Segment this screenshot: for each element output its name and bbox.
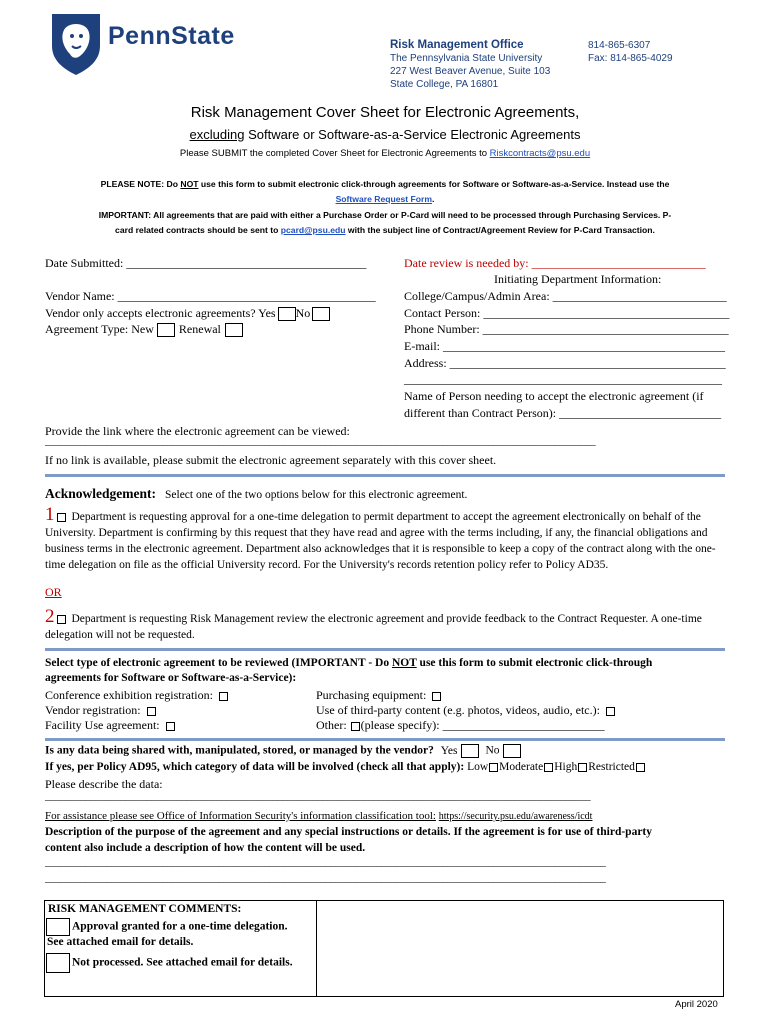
facility-checkbox[interactable] [166, 722, 175, 731]
data-moderate-checkbox[interactable] [544, 763, 553, 772]
riskcontracts-email-link[interactable]: Riskcontracts@psu.edu [489, 148, 591, 159]
note-not: NOT [180, 179, 199, 189]
conference-label: Conference exhibition registration: [45, 688, 213, 702]
note-prefix: PLEASE NOTE: Do [100, 179, 181, 189]
option-vendor-registration [45, 703, 158, 718]
or-separator: OR [45, 585, 62, 599]
option-2-text: Department is requesting Risk Management review the electronic agreement and provide feedback to the Contract Requester. A one-time delegation will not be requested. [45, 613, 702, 641]
acknowledgement-heading: Acknowledgement: [45, 486, 156, 501]
agreement-type-heading-2: agreements for Software or Software-as-a-Service): [45, 672, 297, 684]
risk-comments-heading: RISK MANAGEMENT COMMENTS: [48, 903, 242, 915]
psu-logo [50, 12, 250, 78]
office-address-2: 227 West Beaver Avenue, Suite 103 [390, 66, 551, 77]
section-divider-1 [45, 474, 725, 477]
approval-label: Approval granted for a one-time delegation. [72, 920, 288, 933]
data-shared-no-checkbox[interactable] [503, 744, 521, 758]
software-request-form-link[interactable]: Software Request Form [335, 194, 433, 204]
data-shared-row [45, 744, 521, 758]
purpose-field-line-1[interactable]: ______________________________________________________________________________________________________________ [45, 857, 606, 868]
date-review-field[interactable]: Date review is needed by: _____________________________ [404, 256, 706, 270]
other-checkbox[interactable] [351, 722, 360, 731]
facility-label: Facility Use agreement: [45, 718, 160, 732]
date-submitted-field[interactable]: Date Submitted: ________________________________________ [45, 256, 367, 270]
agreement-type-row [45, 322, 243, 337]
subtitle-rest: Software or Software-as-a-Service Electronic Agreements [244, 127, 581, 142]
purpose-line-2: content also include a description of how the content will be used. [45, 842, 366, 854]
data-high-label: High [554, 761, 578, 773]
agreement-heading-prefix: Select type of electronic agreement to be reviewed (IMPORTANT - Do [45, 657, 392, 669]
option-conference [45, 688, 230, 703]
agreement-renewal-checkbox[interactable] [225, 323, 243, 337]
page-subtitle [0, 127, 770, 142]
vendor-registration-label: Vendor registration: [45, 703, 141, 717]
option-2-number: 2 [45, 606, 55, 627]
name-person-field[interactable]: different than Contract Person): ___________________________ [404, 406, 722, 420]
option-2-checkbox[interactable] [57, 615, 66, 624]
section-divider-2 [45, 648, 725, 651]
data-restricted-label: Restricted [588, 761, 635, 773]
purchasing-label: Purchasing equipment: [316, 688, 427, 702]
third-party-label: Use of third-party content (e.g. photos, videos, audio, etc.): [316, 703, 600, 717]
option-facility [45, 718, 177, 733]
agreement-heading-rest: use this form to submit electronic click-through [416, 657, 653, 669]
assistance-prefix: For assistance please see Office of Information Security's information classification tool: [45, 810, 436, 822]
data-low-label: Low [467, 761, 489, 773]
office-address-3: State College, PA 16801 [390, 79, 499, 90]
submit-prefix: Please SUBMIT the completed Cover Sheet for Electronic Agreements to [179, 148, 490, 159]
phone-number-field[interactable]: Phone Number: _________________________________________ [404, 322, 729, 336]
agreement-renewal-label: Renewal [178, 322, 221, 336]
purchasing-checkbox[interactable] [432, 692, 441, 701]
important-prefix: card related contracts should be sent to [115, 225, 281, 235]
acknowledgement-instruction: Select one of the two options below for this electronic agreement. [165, 489, 468, 501]
address-field-line2[interactable]: _____________________________________________________ [404, 372, 722, 386]
note-rest: use this form to submit electronic click-through agreements for Software or Software-as-a-Service. Instead use the [198, 179, 670, 189]
address-field[interactable]: Address: ______________________________________________ [404, 356, 726, 370]
option-third-party [316, 703, 617, 718]
vendor-only-no-label: No [295, 306, 311, 320]
acknowledgement-row [45, 486, 467, 502]
office-fax: Fax: 814-865-4029 [588, 53, 673, 64]
logo-wordmark: PennState [108, 22, 235, 50]
conference-checkbox[interactable] [219, 692, 228, 701]
data-shared-no-label: No [485, 744, 500, 757]
other-label: Other: [316, 718, 347, 732]
agreement-type-label: Agreement Type: New [45, 322, 154, 336]
office-name: Risk Management Office [390, 39, 524, 51]
vendor-name-field[interactable]: Vendor Name: ___________________________________________ [45, 289, 376, 303]
subtitle-excluding: excluding [189, 127, 245, 142]
nittany-lion-shield-icon [50, 12, 102, 76]
risk-comments-divider [316, 900, 317, 997]
note-period: . [432, 194, 435, 204]
important-line-2 [0, 225, 770, 235]
option-2-paragraph [45, 606, 728, 643]
data-moderate-label: Moderate [499, 761, 544, 773]
link-label: Provide the link where the electronic agreement can be viewed: [45, 424, 350, 438]
initiating-dept-heading: Initiating Department Information: [494, 272, 662, 286]
vendor-registration-checkbox[interactable] [147, 707, 156, 716]
submit-instructions [0, 148, 770, 159]
data-category-row [45, 761, 646, 773]
link-field[interactable]: ____________________________________________________________________________________________________________ [45, 436, 596, 447]
no-link-note: If no link is available, please submit the electronic agreement separately with this cover sheet. [45, 453, 497, 467]
contact-person-field[interactable]: Contact Person: _________________________________________ [404, 306, 730, 320]
important-rest: with the subject line of Contract/Agreement Review for P-Card Transaction. [345, 225, 655, 235]
other-specify-field[interactable]: (please specify): ___________________________ [360, 718, 605, 732]
option-other [316, 718, 605, 733]
option-1-number: 1 [45, 504, 55, 525]
data-restricted-checkbox[interactable] [636, 763, 645, 772]
vendor-only-yes-checkbox[interactable] [278, 307, 296, 321]
not-processed-label: Not processed. See attached email for details. [72, 956, 293, 969]
describe-data-label: Please describe the data: [45, 777, 163, 791]
purpose-line-1: Description of the purpose of the agreement and any special instructions or details. If the agreement is for use of third-party [45, 826, 653, 838]
page-title: Risk Management Cover Sheet for Electronic Agreements, [190, 104, 580, 121]
email-field[interactable]: E-mail: _______________________________________________ [404, 339, 725, 353]
agreement-type-heading-1 [45, 657, 652, 669]
section-divider-3 [45, 738, 725, 741]
data-shared-yes-label: Yes [440, 744, 458, 757]
not-processed-row [46, 953, 293, 973]
assistance-row [45, 810, 592, 822]
third-party-checkbox[interactable] [606, 707, 615, 716]
option-purchasing [316, 688, 443, 703]
option-1-checkbox[interactable] [57, 513, 66, 522]
vendor-only-row [45, 306, 330, 321]
option-1-text: Department is requesting approval for a one-time delegation to permit department to accept the agreement electronically on behalf of the University. Department is confirming by this request that they have read and agree with the terms including, if any, the financial obligations and business terms in the electronic agreement. Department also acknowledges that it is responsible to keep a copy of the contract along with the one-time delegation on file as the official University record. For the University's records retention policy refer to Policy AD35. [45, 511, 716, 571]
software-request-line [0, 194, 770, 204]
important-line-1: IMPORTANT: All agreements that are paid with either a Purchase Order or P-Card will need to be processed through Purchasing Services. P- [98, 210, 672, 220]
name-person-line1: Name of Person needing to accept the electronic agreement (if [404, 389, 704, 403]
please-note [0, 179, 770, 189]
pcard-email-link[interactable]: pcard@psu.edu [280, 225, 346, 235]
purpose-field-line-2[interactable]: ______________________________________________________________________________________________________________ [45, 873, 606, 884]
vendor-only-no-checkbox[interactable] [312, 307, 330, 321]
agreement-heading-not: NOT [391, 657, 417, 669]
college-field[interactable]: College/Campus/Admin Area: _____________________________ [404, 289, 727, 303]
footer-date: April 2020 [675, 999, 718, 1010]
approval-checkbox[interactable] [46, 918, 70, 936]
data-low-checkbox[interactable] [489, 763, 498, 772]
data-high-checkbox[interactable] [578, 763, 587, 772]
office-phone: 814-865-6307 [588, 40, 651, 51]
office-address-1: The Pennsylvania State University [390, 53, 543, 64]
data-shared-question: Is any data being shared with, manipulated, stored, or managed by the vendor? [45, 744, 434, 757]
option-1-paragraph [45, 504, 728, 573]
icdt-link[interactable]: https://security.psu.edu/awareness/icdt [438, 811, 593, 822]
not-processed-checkbox[interactable] [46, 953, 70, 973]
vendor-only-label: Vendor only accepts electronic agreements? Yes [45, 306, 276, 320]
data-shared-yes-checkbox[interactable] [461, 744, 479, 758]
agreement-new-checkbox[interactable] [157, 323, 175, 337]
data-category-question: If yes, per Policy AD95, which category of data will be involved (check all that apply): [45, 761, 465, 773]
approval-see-attached: See attached email for details. [47, 936, 194, 948]
approval-row [46, 918, 288, 936]
describe-data-field[interactable]: ____________________________________________________________________________________________________________ [45, 791, 591, 802]
